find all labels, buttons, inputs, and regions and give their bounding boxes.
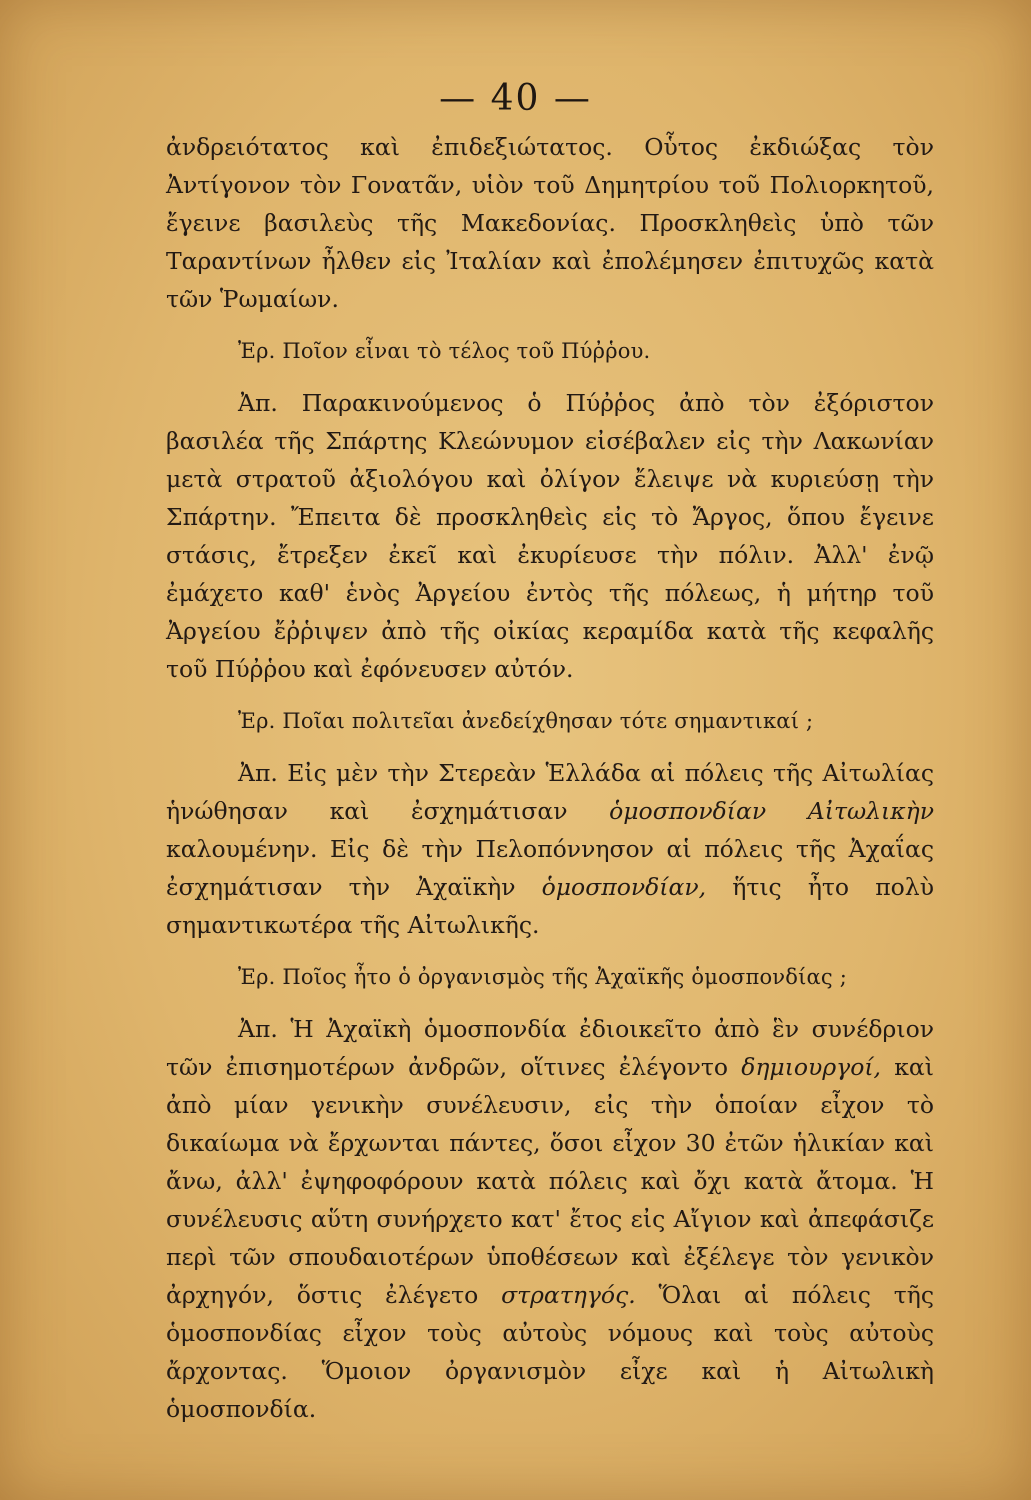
answer-3-text-a: Ἀπ. Ἡ Ἀχαϊκὴ ὁμοσπονδία ἐδιοικεῖτο ἀπὸ ἓν συνέδριον τῶν ἐπισημοτέρων ἀνδρῶν, οἵτινες ἐλέγοντο: [166, 1015, 934, 1081]
answer-3-text-c: Ὅλαι αἱ πόλεις τῆς ὁμοσπονδίας εἶχον τοὺς αὐτοὺς νόμους καὶ τοὺς αὐτοὺς ἄρχοντας. Ὅμοιον ὀργανισμὸν εἶχε καὶ ἡ Αἰτωλικὴ ὁμοσπονδία.: [166, 1281, 935, 1423]
question-2: Ἐρ. Ποῖαι πολιτεῖαι ἀνεδείχθησαν τότε σημαντικαί ;: [238, 709, 814, 733]
paragraph-continuation: ἀνδρειότατος καὶ ἐπιδεξιώτατος. Οὗτος ἐκδιώξας τὸν Ἀντίγονον τὸν Γονατᾶν, υἱὸν τοῦ Δημητρίου τοῦ Πολιορκητοῦ, ἔγεινε βασιλεὺς τῆς Μακεδονίας. Προσκληθεὶς ὑπὸ τῶν Ταραντίνων ἦλθεν εἰς Ἰταλίαν καὶ ἐπολέμησεν ἐπιτυχῶς κατὰ τῶν Ῥωμαίων.: [166, 133, 934, 313]
answer-2-text-c: ἥτις ἦτο πολὺ σημαντικωτέρα τῆς Αἰτωλικῆς.: [166, 873, 934, 939]
answer-3-text-b: καὶ ἀπὸ μίαν γενικὴν συνέλευσιν, εἰς τὴν ὁποίαν εἶχον τὸ δικαίωμα νὰ ἔρχωνται πάντες, ὅσοι εἶχον 30 ἐτῶν ἡλικίαν καὶ ἄνω, ἀλλ' ἐψηφοφόρουν κατὰ πόλεις καὶ ὄχι κατὰ ἄτομα. Ἡ συνέλευσις αὕτη συνήρχετο κατ' ἔτος εἰς Αἴγιον καὶ ἀπεφάσιζε περὶ τῶν σπουδαιοτέρων ὑποθέσεων καὶ ἐξέλεγε τὸν γενικὸν ἀρχηγόν, ὅστις ἐλέγετο: [166, 1053, 934, 1309]
answer-3-italic-b: στρατηγός.: [501, 1281, 636, 1309]
answer-2-italic-b: ὁμοσπονδίαν,: [541, 873, 707, 901]
answer-3: [166, 1010, 934, 1428]
question-1: Ἐρ. Ποῖον εἶναι τὸ τέλος τοῦ Πύῤῥου.: [238, 339, 651, 363]
answer-1: Ἀπ. Παρακινούμενος ὁ Πύῤῥος ἀπὸ τὸν ἐξόριστον βασιλέα τῆς Σπάρτης Κλεώνυμον εἰσέβαλεν εἰς τὴν Λακωνίαν μετὰ στρατοῦ ἀξιολόγου καὶ ὀλίγον ἔλειψε νὰ κυριεύσῃ τὴν Σπάρτην. Ἔπειτα δὲ προσκληθεὶς εἰς τὸ Ἄργος, ὅπου ἔγεινε στάσις, ἔτρεξεν ἐκεῖ καὶ ἐκυρίευσε τὴν πόλιν. Ἀλλ' ἐνῷ ἐμάχετο καθ' ἑνὸς Ἀργείου ἐντὸς τῆς πόλεως, ἡ μήτηρ τοῦ Ἀργείου ἔῤῥιψεν ἀπὸ τῆς οἰκίας κεραμίδα κατὰ τῆς κεφαλῆς τοῦ Πύῤῥου καὶ ἐφόνευσεν αὐτόν.: [166, 389, 934, 683]
answer-2-text-b: καλουμένην. Εἰς δὲ τὴν Πελοπόννησον αἱ πόλεις τῆς Ἀχαΐας ἐσχημάτισαν τὴν Ἀχαϊκὴν: [166, 835, 934, 901]
answer-2-italic-a: ὁμοσπονδίαν Αἰτωλικὴν: [609, 797, 934, 825]
question-3: Ἐρ. Ποῖος ἦτο ὁ ὀργανισμὸς τῆς Ἀχαϊκῆς ὁμοσπονδίας ;: [238, 965, 848, 989]
page-number: — 40 —: [439, 78, 592, 119]
answer-2: [166, 754, 934, 944]
answer-3-italic-a: δημιουργοί,: [741, 1053, 882, 1081]
answer-2-text-a: Ἀπ. Εἰς μὲν τὴν Στερεὰν Ἑλλάδα αἱ πόλεις τῆς Αἰτωλίας ἡνώθησαν καὶ ἐσχημάτισαν: [166, 759, 934, 825]
body-text: [166, 128, 934, 1442]
